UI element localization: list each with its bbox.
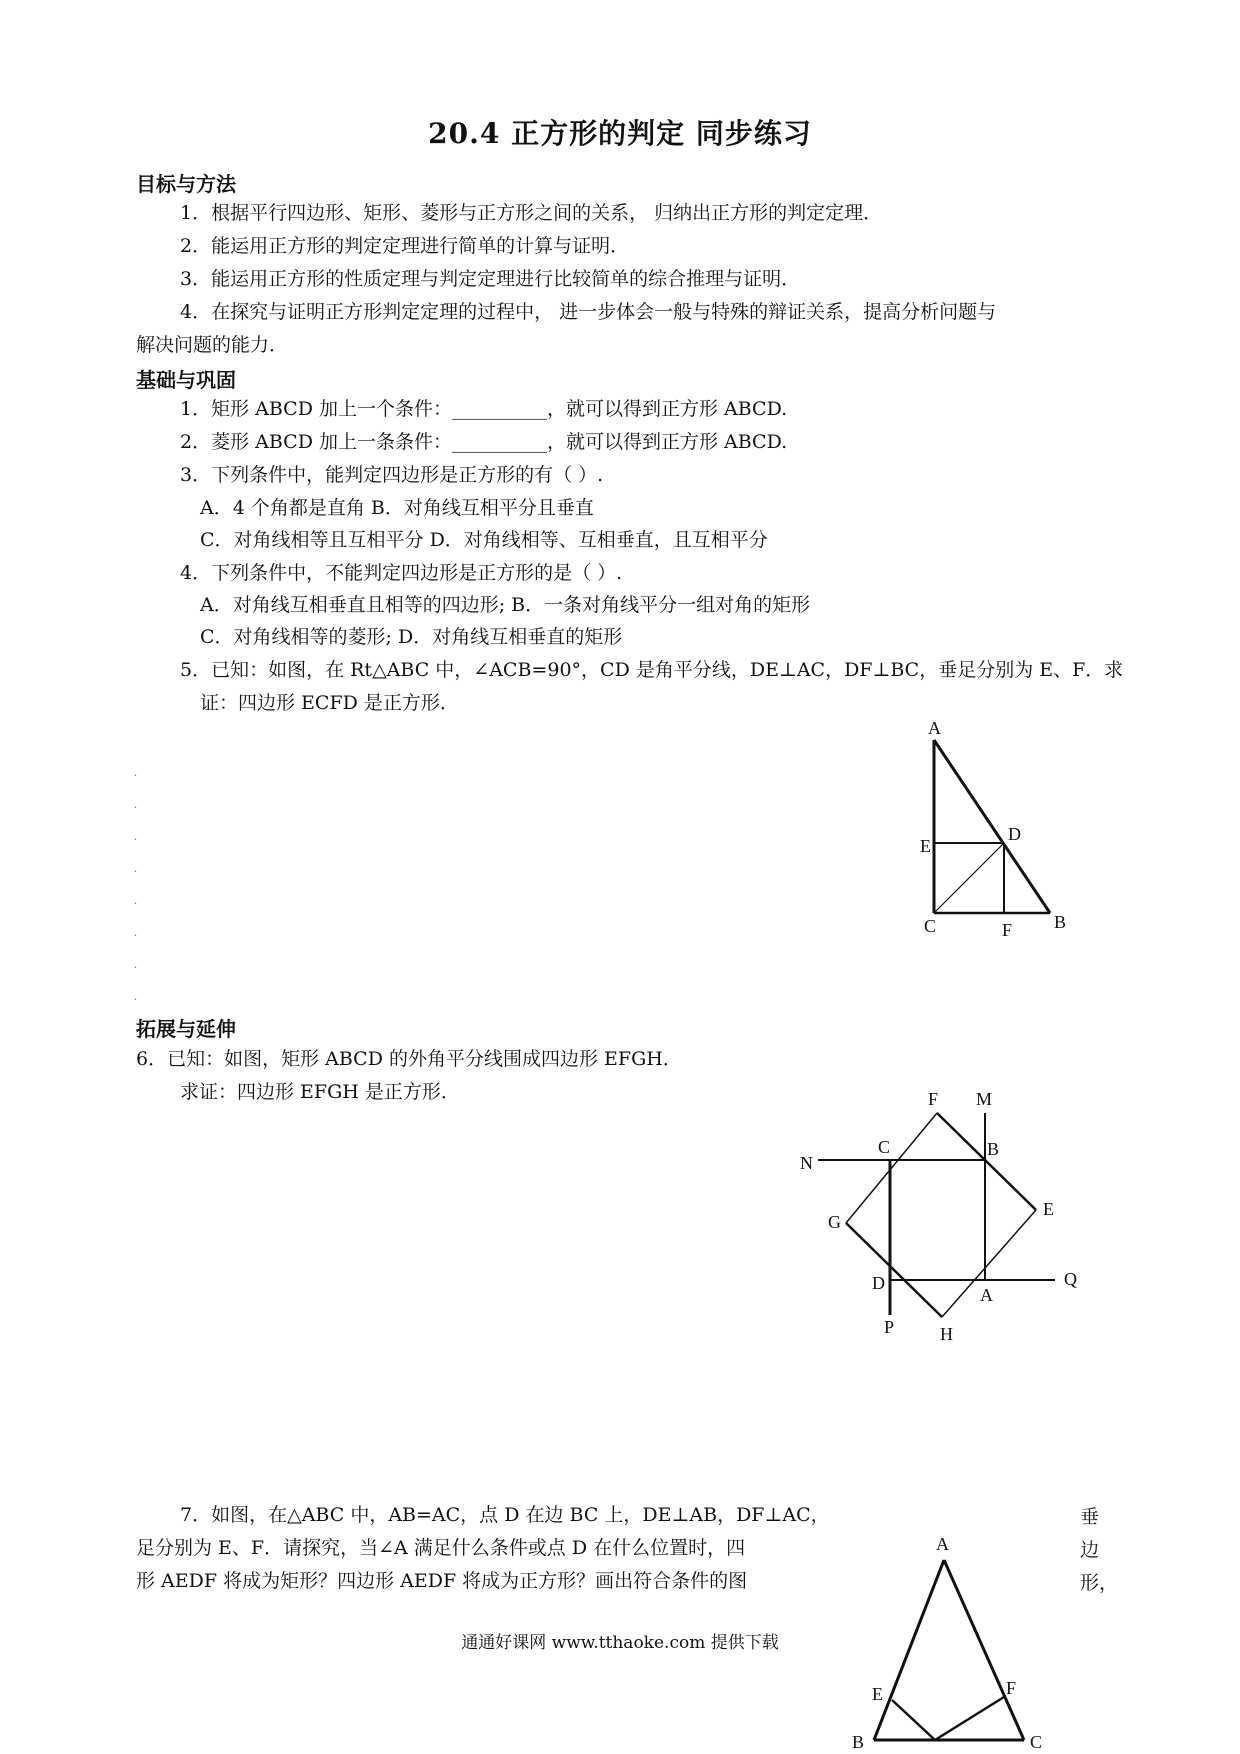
choice-line: C．对角线相等且互相平分 D．对角线相等、互相垂直，且互相平分	[200, 529, 768, 551]
fig6-label-d: D	[872, 1273, 885, 1293]
goal-item: 1．根据平行四边形、矩形、菱形与正方形之间的关系， 归纳出正方形的判定定理．	[180, 202, 883, 224]
page-footer: 通通好课网 www.tthaoke.com 提供下载	[461, 1633, 779, 1653]
fig7-label-e: E	[872, 1684, 883, 1704]
section-basics-heading: 基础与巩固	[136, 368, 236, 392]
goal-item: 解决问题的能力．	[136, 334, 289, 356]
question-line: 证：四边形 ECFD 是正方形．	[200, 692, 459, 714]
margin-mark: .	[134, 800, 138, 811]
question-line: 5．已知：如图，在 Rt△ABC 中，∠ACB=90°，CD 是角平分线，DE⊥AC，DF⊥BC，垂足分别为 E、F．求	[180, 659, 1124, 681]
fig6-label-a: A	[980, 1285, 993, 1305]
fig6-label-f: F	[928, 1089, 939, 1109]
goal-item: 2．能运用正方形的判定定理进行简单的计算与证明．	[180, 235, 630, 257]
page-title: 20.4 正方形的判定 同步练习	[428, 117, 812, 150]
choice-line: A．对角线互相垂直且相等的四边形; B．一条对角线平分一组对角的矩形	[200, 594, 811, 616]
goal-item: 4．在探究与证明正方形判定定理的过程中， 进一步体会一般与特殊的辩证关系，提高分析问题与	[180, 301, 997, 323]
choice-line: A．4 个角都是直角 B．对角线互相平分且垂直	[200, 497, 594, 519]
fig5-label-a: A	[928, 718, 941, 738]
fig6-label-b: B	[987, 1139, 1000, 1159]
fig6-label-m: M	[976, 1089, 993, 1109]
margin-mark: .	[134, 992, 138, 1003]
figure-5-right-triangle	[900, 710, 1100, 950]
fig6-label-n: N	[800, 1153, 813, 1173]
goal-item: 3．能运用正方形的性质定理与判定定理进行比较简单的综合推理与证明．	[180, 268, 801, 290]
question-line: 4．下列条件中，不能判定四边形是正方形的是（ ）.	[180, 562, 623, 584]
fig7-label-b: B	[852, 1732, 865, 1752]
question-line: 6．已知：如图，矩形 ABCD 的外角平分线围成四边形 EFGH．	[136, 1048, 682, 1070]
margin-mark: .	[134, 896, 138, 907]
fig7-label-f: F	[1006, 1678, 1017, 1698]
section-extension-heading: 拓展与延伸	[136, 1017, 236, 1041]
section-goals-heading: 目标与方法	[136, 172, 236, 196]
fig6-label-c: C	[878, 1137, 891, 1157]
question-line: 2．菱形 ABCD 加上一条条件：__________，就可以得到正方形 ABCD.	[180, 431, 788, 453]
fig5-label-e: E	[920, 836, 931, 856]
margin-mark: .	[134, 864, 138, 875]
fig5-label-b: B	[1054, 912, 1067, 932]
fig6-label-g: G	[828, 1212, 841, 1232]
margin-mark: .	[134, 768, 138, 779]
q7-right-fragment: 边	[1080, 1539, 1100, 1561]
question-line: 求证：四边形 EFGH 是正方形．	[180, 1081, 460, 1103]
margin-mark: .	[134, 960, 138, 971]
fig5-label-f: F	[1002, 920, 1013, 940]
question-line: 1．矩形 ABCD 加上一个条件：__________，就可以得到正方形 ABCD.	[180, 398, 788, 420]
fig6-label-q: Q	[1064, 1269, 1077, 1289]
fig5-label-c: C	[924, 916, 937, 936]
margin-mark: .	[134, 928, 138, 939]
fig5-label-d: D	[1008, 824, 1021, 844]
fig7-label-c: C	[1030, 1732, 1043, 1752]
fig6-label-p: P	[884, 1317, 895, 1337]
q7-right-fragment: 垂	[1080, 1506, 1100, 1528]
fig6-label-h: H	[940, 1324, 953, 1344]
question-line: 7．如图，在△ABC 中，AB=AC，点 D 在边 BC 上，DE⊥AB，DF⊥AC，	[180, 1504, 830, 1526]
question-line: 形 AEDF 将成为矩形？四边形 AEDF 将成为正方形？画出符合条件的图	[136, 1570, 748, 1592]
figure-6-rectangle-exterior-bisectors	[790, 1085, 1090, 1355]
fig6-label-e: E	[1043, 1199, 1054, 1219]
choice-line: C．对角线相等的菱形; D．对角线互相垂直的矩形	[200, 626, 623, 648]
question-line: 足分别为 E、F．请探究，当∠A 满足什么条件或点 D 在什么位置时，四	[136, 1537, 746, 1559]
fig7-label-a: A	[936, 1534, 949, 1554]
question-line: 3．下列条件中，能判定四边形是正方形的有（ ）.	[180, 464, 604, 486]
q7-right-fragment: 形，	[1080, 1572, 1119, 1594]
margin-mark: .	[134, 832, 138, 843]
